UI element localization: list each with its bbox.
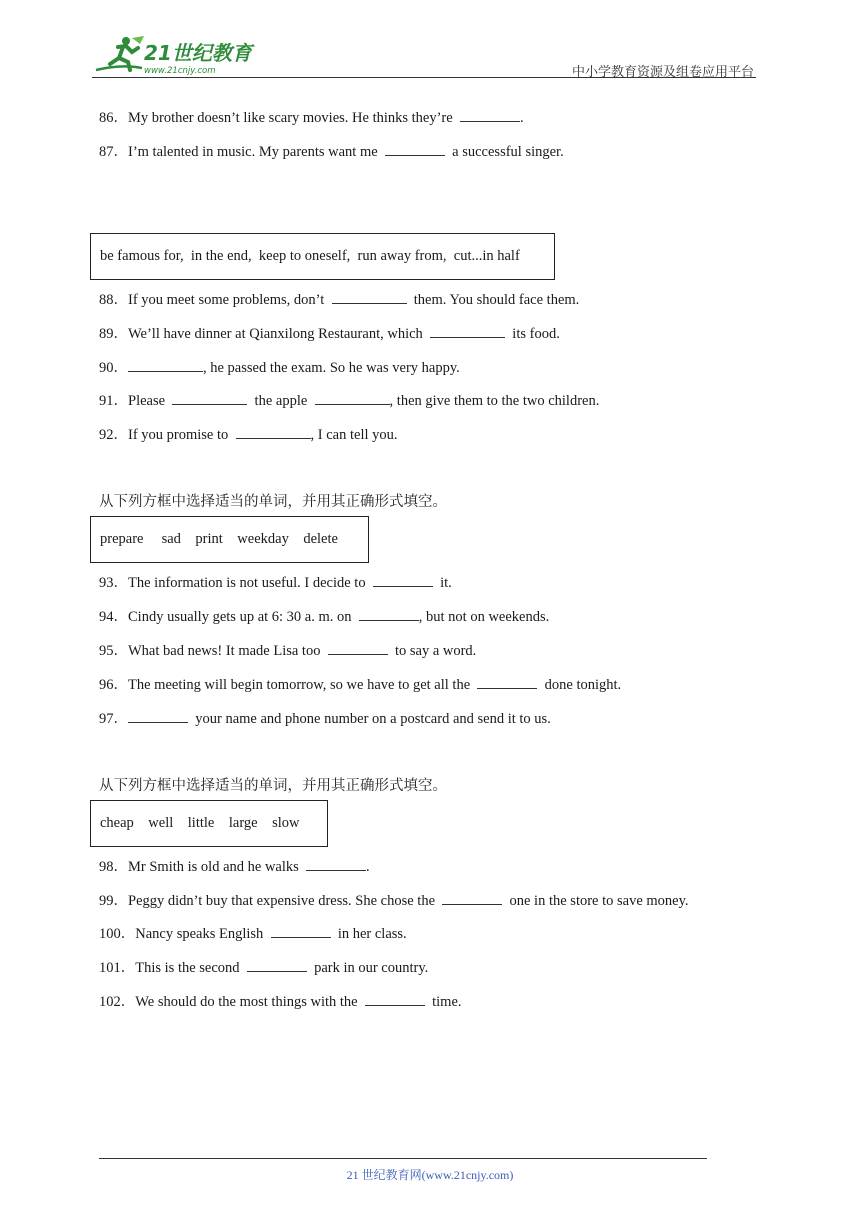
answer-blank[interactable] xyxy=(328,640,388,655)
footer-text[interactable]: 21 世纪教育网(www.21cnjy.com) xyxy=(346,1168,514,1182)
answer-blank[interactable] xyxy=(306,856,366,871)
logo-url: www.21cnjy.com xyxy=(144,66,216,76)
answer-blank[interactable] xyxy=(172,390,247,405)
logo-wordmark: 21世纪教育 xyxy=(144,41,252,65)
page-header xyxy=(92,30,756,78)
question-96: 96．The meeting will begin tomorrow, so we have to get all the done tonight. xyxy=(99,674,621,694)
section-instruction: 从下列方框中选择适当的单词，并用其正确形式填空。 xyxy=(99,494,447,510)
footer-divider xyxy=(99,1158,707,1159)
answer-blank[interactable] xyxy=(477,674,537,689)
answer-blank[interactable] xyxy=(430,323,505,338)
word-box: prepare sad print weekday delete xyxy=(90,516,369,563)
answer-blank[interactable] xyxy=(385,141,445,156)
question-93: 93．The information is not useful. I decide to it. xyxy=(99,572,452,592)
question-94: 94．Cindy usually gets up at 6: 30 a. m. on , but not on weekends. xyxy=(99,606,549,626)
site-logo xyxy=(92,34,262,76)
question-99: 99．Peggy didn’t buy that expensive dress. She chose the one in the store to save money. xyxy=(99,890,689,910)
question-91: 91．Please the apple , then give them to the two children. xyxy=(99,390,599,410)
question-95: 95．What bad news! It made Lisa too to say a word. xyxy=(99,640,476,660)
question-90: 90． , he passed the exam. So he was very happy. xyxy=(99,357,460,377)
answer-blank[interactable] xyxy=(442,890,502,905)
word-box: cheap well little large slow xyxy=(90,800,328,847)
answer-blank[interactable] xyxy=(315,390,390,405)
header-divider xyxy=(92,77,756,78)
answer-blank[interactable] xyxy=(460,107,520,122)
answer-blank[interactable] xyxy=(359,606,419,621)
question-86: 86．My brother doesn’t like scary movies. He thinks they’re . xyxy=(99,107,524,127)
answer-blank[interactable] xyxy=(128,708,188,723)
question-87: 87．I’m talented in music. My parents want me a successful singer. xyxy=(99,141,564,161)
question-98: 98．Mr Smith is old and he walks . xyxy=(99,856,370,876)
answer-blank[interactable] xyxy=(332,289,407,304)
question-89: 89．We’ll have dinner at Qianxilong Restaurant, which its food. xyxy=(99,323,560,343)
answer-blank[interactable] xyxy=(271,923,331,938)
question-92: 92．If you promise to , I can tell you. xyxy=(99,424,398,444)
question-88: 88．If you meet some problems, don’t them. You should face them. xyxy=(99,289,579,309)
section-instruction: 从下列方框中选择适当的单词，并用其正确形式填空。 xyxy=(99,778,447,794)
answer-blank[interactable] xyxy=(373,572,433,587)
question-101: 101．This is the second park in our country. xyxy=(99,957,428,977)
platform-name: 中小学教育资源及组卷应用平台 xyxy=(571,65,754,80)
answer-blank[interactable] xyxy=(365,991,425,1006)
answer-blank[interactable] xyxy=(247,957,307,972)
answer-blank[interactable] xyxy=(236,424,311,439)
question-102: 102．We should do the most things with the time. xyxy=(99,991,462,1011)
answer-blank[interactable] xyxy=(128,357,203,372)
phrase-box: be famous for, in the end, keep to oneself, run away from, cut...in half xyxy=(90,233,555,280)
question-97: 97． your name and phone number on a postcard and send it to us. xyxy=(99,708,551,728)
question-100: 100．Nancy speaks English in her class. xyxy=(99,923,407,943)
